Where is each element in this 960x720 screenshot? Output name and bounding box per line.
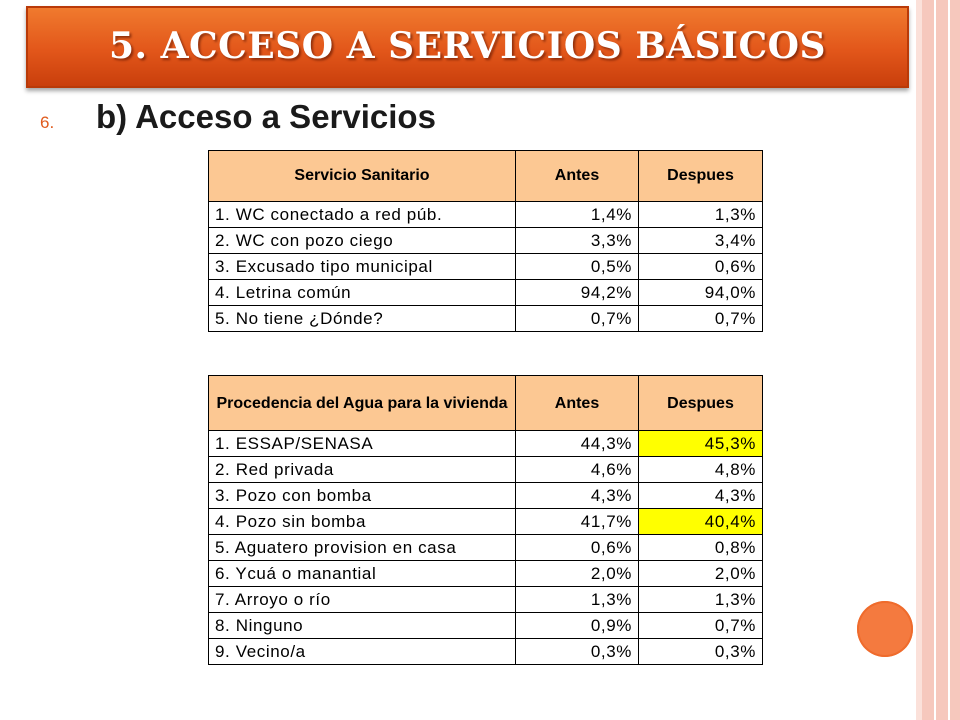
value-despues: 0,3%	[639, 639, 763, 665]
value-antes: 0,3%	[516, 639, 639, 665]
row-label: 7. Arroyo o río	[209, 587, 516, 613]
row-label: 4. Pozo sin bomba	[209, 509, 516, 535]
table-header-row	[209, 151, 763, 202]
bullet-number: 6.	[40, 113, 55, 132]
value-despues: 0,7%	[639, 306, 763, 332]
row-label: 3. Pozo con bomba	[209, 483, 516, 509]
value-despues: 0,6%	[639, 254, 763, 280]
value-antes: 41,7%	[516, 509, 639, 535]
value-despues: 0,7%	[639, 613, 763, 639]
table-row	[209, 457, 763, 483]
table-row	[209, 254, 763, 280]
value-antes: 0,9%	[516, 613, 639, 639]
value-despues: 4,8%	[639, 457, 763, 483]
title-banner	[26, 6, 909, 88]
value-antes: 0,6%	[516, 535, 639, 561]
row-label: 5. No tiene ¿Dónde?	[209, 306, 516, 332]
table-header-row	[209, 376, 763, 431]
value-despues: 2,0%	[639, 561, 763, 587]
subtitle-row	[40, 98, 436, 136]
table-row	[209, 306, 763, 332]
value-antes: 4,3%	[516, 483, 639, 509]
row-label: 1. WC conectado a red púb.	[209, 202, 516, 228]
column-header-procedencia: Procedencia del Agua para la vivienda	[209, 376, 516, 431]
value-antes: 0,5%	[516, 254, 639, 280]
value-despues-highlighted: 40,4%	[639, 509, 763, 535]
table-row	[209, 613, 763, 639]
table-row	[209, 561, 763, 587]
value-antes: 4,6%	[516, 457, 639, 483]
value-antes: 1,3%	[516, 587, 639, 613]
value-despues: 4,3%	[639, 483, 763, 509]
column-header-servicio: Servicio Sanitario	[209, 151, 516, 202]
table-row	[209, 280, 763, 306]
slide-title: 5. ACCESO A SERVICIOS BÁSICOS	[108, 25, 827, 67]
value-despues: 94,0%	[639, 280, 763, 306]
row-label: 9. Vecino/a	[209, 639, 516, 665]
decorative-circle-icon	[857, 601, 913, 657]
slide-subtitle: b) Acceso a Servicios	[96, 98, 436, 135]
value-antes: 44,3%	[516, 431, 639, 457]
value-despues: 0,8%	[639, 535, 763, 561]
value-antes: 94,2%	[516, 280, 639, 306]
table-row	[209, 228, 763, 254]
value-antes: 2,0%	[516, 561, 639, 587]
row-label: 4. Letrina común	[209, 280, 516, 306]
column-header-antes: Antes	[516, 151, 639, 202]
table-row	[209, 483, 763, 509]
row-label: 2. Red privada	[209, 457, 516, 483]
row-label: 3. Excusado tipo municipal	[209, 254, 516, 280]
table-row	[209, 535, 763, 561]
value-despues: 1,3%	[639, 202, 763, 228]
value-antes: 3,3%	[516, 228, 639, 254]
row-label: 8. Ninguno	[209, 613, 516, 639]
sanitary-service-table	[208, 150, 763, 332]
row-label: 1. ESSAP/SENASA	[209, 431, 516, 457]
row-label: 2. WC con pozo ciego	[209, 228, 516, 254]
table-row	[209, 509, 763, 535]
right-decorative-band	[922, 0, 960, 720]
value-despues: 3,4%	[639, 228, 763, 254]
table-row	[209, 587, 763, 613]
value-antes: 1,4%	[516, 202, 639, 228]
value-antes: 0,7%	[516, 306, 639, 332]
column-header-antes: Antes	[516, 376, 639, 431]
water-source-table	[208, 375, 763, 665]
value-despues: 1,3%	[639, 587, 763, 613]
table-row	[209, 639, 763, 665]
table-row	[209, 202, 763, 228]
column-header-despues: Despues	[639, 376, 763, 431]
table-row	[209, 431, 763, 457]
value-despues-highlighted: 45,3%	[639, 431, 763, 457]
column-header-despues: Despues	[639, 151, 763, 202]
row-label: 5. Aguatero provision en casa	[209, 535, 516, 561]
row-label: 6. Ycuá o manantial	[209, 561, 516, 587]
